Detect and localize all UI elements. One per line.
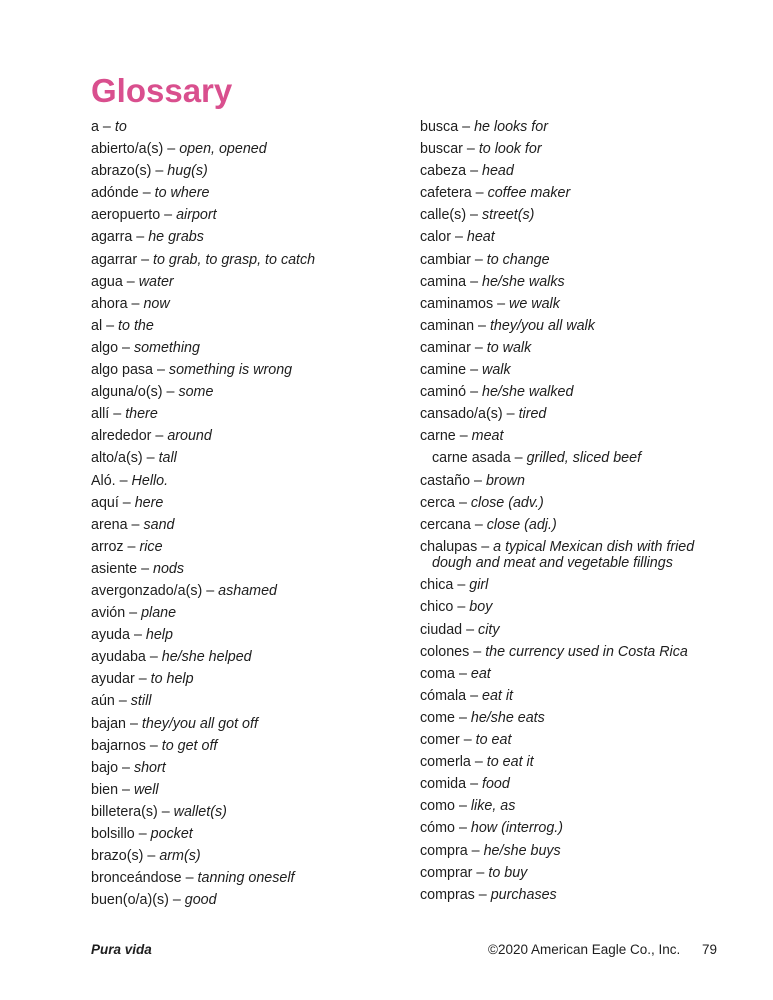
glossary-separator: – [129, 627, 146, 644]
glossary-definition: walk [482, 362, 511, 379]
glossary-entry [91, 760, 406, 777]
glossary-entry [91, 583, 406, 600]
glossary-separator: – [162, 384, 179, 401]
glossary-entry [420, 340, 720, 357]
glossary-separator: – [98, 119, 115, 135]
glossary-entry [420, 688, 720, 705]
glossary-separator: – [118, 494, 135, 511]
glossary-definition: to eat it [486, 754, 534, 771]
glossary-entry [91, 738, 406, 755]
glossary-separator: – [466, 362, 482, 379]
glossary-entry [420, 207, 720, 224]
glossary-term: camine [420, 362, 467, 379]
glossary-term: bronceándose [91, 870, 182, 887]
glossary-entry [91, 627, 406, 644]
glossary-term: cafetera [420, 185, 472, 202]
glossary-entry [420, 644, 720, 661]
glossary-definition: something [133, 339, 200, 356]
glossary-separator: – [470, 516, 487, 533]
glossary-definition: well [133, 781, 159, 798]
glossary-term: adónde [91, 185, 139, 202]
glossary-separator: – [125, 715, 142, 732]
glossary-separator: – [151, 163, 168, 180]
glossary-separator: – [122, 273, 139, 290]
glossary-separator: – [470, 754, 487, 771]
glossary-entry [420, 843, 720, 860]
glossary-term: aquí [91, 494, 119, 511]
glossary-entry [420, 887, 720, 904]
glossary-definition: wallet(s) [173, 803, 227, 820]
glossary-term: compra [420, 842, 468, 859]
glossary-entry [420, 252, 720, 269]
glossary-definition: a typical Mexican dish with fried [493, 538, 695, 555]
glossary-entry [91, 473, 406, 490]
glossary-entry [91, 141, 406, 158]
glossary-separator: – [145, 737, 162, 754]
glossary-entry [420, 666, 720, 683]
glossary-term: busca [420, 119, 459, 135]
glossary-term: compras [420, 886, 475, 903]
glossary-separator: – [471, 185, 488, 202]
glossary-term: brazo(s) [91, 848, 144, 865]
glossary-definition: to the [118, 317, 154, 334]
glossary-term: algo pasa [91, 362, 154, 379]
glossary-entry [91, 252, 406, 269]
glossary-entry [420, 229, 720, 246]
glossary-separator: – [477, 538, 494, 555]
glossary-term: carne [420, 428, 456, 445]
glossary-term: calor [420, 229, 451, 246]
glossary-entry [91, 782, 406, 799]
glossary-definition: food [482, 776, 510, 793]
glossary-definition: nods [153, 560, 185, 577]
glossary-term: allí [91, 406, 110, 423]
glossary-definition: airport [176, 207, 217, 224]
glossary-entry [420, 473, 720, 490]
glossary-separator: – [160, 207, 177, 224]
glossary-term: arena [91, 516, 128, 533]
glossary-separator: – [151, 428, 168, 445]
glossary-separator: – [466, 384, 482, 401]
glossary-separator: – [454, 665, 471, 682]
glossary-term: avergonzado/a(s) [91, 582, 203, 599]
glossary-entry [91, 428, 406, 445]
glossary-term: asiente [91, 560, 138, 577]
glossary-definition: to grab, to grasp, to catch [153, 251, 316, 268]
glossary-term: avión [91, 605, 126, 622]
glossary-term: aeropuerto [91, 207, 161, 224]
glossary-definition: the currency used in Costa Rica [485, 643, 688, 660]
glossary-separator: – [454, 820, 471, 837]
glossary-definition: city [478, 621, 500, 638]
glossary-term: cómala [420, 687, 467, 704]
glossary-separator: – [462, 141, 479, 158]
glossary-definition: sand [143, 516, 175, 533]
glossary-definition: to get off [161, 737, 218, 754]
glossary-definition: close (adj.) [486, 516, 557, 533]
glossary-definition: he/she buys [483, 842, 561, 859]
glossary-definition: eat [470, 665, 491, 682]
glossary-entry [91, 318, 406, 335]
glossary-definition: open, opened [179, 141, 267, 158]
glossary-term: cansado/a(s) [420, 406, 503, 423]
glossary-definition: he/she walked [482, 384, 574, 401]
glossary-term: bajo [91, 759, 119, 776]
glossary-term: ayuda [91, 627, 130, 644]
glossary-definition: Hello. [131, 472, 169, 489]
glossary-definition: some [178, 384, 214, 401]
glossary-definition: he/she helped [161, 649, 252, 666]
glossary-entry [91, 649, 406, 666]
glossary-term: calle(s) [420, 207, 467, 224]
glossary-separator: – [137, 251, 153, 268]
glossary-term: comer [420, 732, 460, 749]
glossary-term: agarra [91, 229, 133, 246]
glossary-entry [91, 362, 406, 379]
glossary-definition: there [125, 406, 158, 423]
glossary-separator: – [467, 842, 484, 859]
glossary-separator: – [474, 886, 491, 903]
glossary-term: caminar [420, 339, 471, 356]
glossary-entry [420, 754, 720, 771]
glossary-separator: – [458, 119, 475, 135]
glossary-term: colones [420, 643, 470, 660]
glossary-entry [420, 710, 720, 727]
glossary-term: cercana [420, 516, 471, 533]
glossary-separator: – [114, 693, 131, 710]
glossary-definition: ashamed [218, 582, 277, 599]
glossary-term: chico [420, 599, 454, 616]
glossary-separator: – [145, 649, 162, 666]
glossary-definition: to eat [475, 732, 512, 749]
footer-book-title: Pura vida [91, 942, 152, 957]
glossary-entry [420, 539, 720, 572]
glossary-definition: boy [469, 599, 493, 616]
glossary-term: alrededor [91, 428, 152, 445]
glossary-term: ayudar [91, 671, 135, 688]
glossary-entry [420, 820, 720, 837]
glossary-definition: short [133, 759, 166, 776]
glossary-entry [91, 384, 406, 401]
glossary-term: ciudad [420, 621, 463, 638]
glossary-separator: – [115, 472, 132, 489]
glossary-definition: grilled, sliced beef [526, 450, 642, 467]
glossary-term: buscar [420, 141, 463, 158]
glossary-separator: – [466, 273, 482, 290]
glossary-separator: – [132, 229, 149, 246]
glossary-term: chica [420, 577, 454, 594]
glossary-separator: – [493, 295, 510, 312]
glossary-separator: – [157, 803, 174, 820]
glossary-separator: – [102, 317, 119, 334]
glossary-entry [91, 716, 406, 733]
glossary-separator: – [163, 141, 180, 158]
glossary-term: ayudaba [91, 649, 146, 666]
glossary-separator: – [109, 406, 126, 423]
glossary-term: come [420, 709, 455, 726]
glossary-separator: – [127, 295, 144, 312]
glossary-definition: like, as [470, 798, 516, 815]
glossary-entry [91, 826, 406, 843]
glossary-separator: – [502, 406, 519, 423]
glossary-separator: – [134, 671, 151, 688]
glossary-separator: – [470, 251, 487, 268]
glossary-entry [420, 517, 720, 534]
glossary-term: agua [91, 273, 123, 290]
glossary-term: al [91, 317, 103, 334]
glossary-entry [420, 185, 720, 202]
glossary-definition: tanning oneself [197, 870, 295, 887]
glossary-definition: still [130, 693, 152, 710]
glossary-separator: – [118, 339, 134, 356]
glossary-definition: tired [518, 406, 547, 423]
glossary-separator: – [118, 759, 134, 776]
glossary-separator: – [118, 781, 134, 798]
glossary-column-left [91, 119, 406, 914]
glossary-term: cómo [420, 820, 455, 837]
glossary-entry [420, 622, 720, 639]
glossary-entry [91, 296, 406, 313]
glossary-term: abierto/a(s) [91, 141, 164, 158]
glossary-definition: they/you all got off [141, 715, 258, 732]
glossary-definition: they/you all walk [489, 317, 595, 334]
glossary-definition: head [482, 163, 514, 180]
glossary-term: comerla [420, 754, 471, 771]
glossary-definition: here [134, 494, 164, 511]
glossary-definition: coffee maker [487, 185, 571, 202]
glossary-separator: – [202, 582, 219, 599]
glossary-definition: purchases [490, 886, 557, 903]
glossary-term: coma [420, 665, 455, 682]
glossary-separator: – [459, 732, 476, 749]
glossary-entry [91, 229, 406, 246]
glossary-entry [420, 450, 720, 467]
glossary-separator: – [466, 163, 483, 180]
glossary-term: aún [91, 693, 115, 710]
glossary-term: cambiar [420, 251, 471, 268]
glossary-separator: – [138, 185, 155, 202]
glossary-column-right [420, 119, 720, 909]
glossary-separator: – [454, 709, 471, 726]
glossary-definition: to [114, 119, 127, 135]
glossary-term: caminó [420, 384, 467, 401]
glossary-entry [420, 865, 720, 882]
glossary-separator: – [181, 870, 198, 887]
glossary-term: alto/a(s) [91, 450, 143, 467]
glossary-separator: – [510, 450, 527, 467]
glossary-term: cerca [420, 494, 455, 511]
glossary-entry [91, 561, 406, 578]
glossary-term: abrazo(s) [91, 163, 152, 180]
glossary-term: bolsillo [91, 826, 135, 842]
glossary-term: comprar [420, 864, 473, 881]
glossary-separator: – [455, 428, 472, 445]
glossary-separator: – [127, 516, 144, 533]
glossary-entry [91, 848, 406, 865]
glossary-term: arroz [91, 538, 124, 555]
glossary-definition: eat it [482, 687, 513, 704]
glossary-separator: – [472, 864, 489, 881]
glossary-term: carne asada [432, 450, 511, 467]
glossary-separator: – [466, 687, 482, 704]
glossary-entry [420, 274, 720, 291]
glossary-term: billetera(s) [91, 803, 158, 820]
glossary-definition: he/she walks [482, 273, 565, 290]
glossary-separator: – [125, 605, 142, 622]
glossary-entry [420, 318, 720, 335]
glossary-entry [420, 362, 720, 379]
glossary-definition: he grabs [148, 229, 204, 246]
glossary-entry [420, 577, 720, 594]
glossary-term: comida [420, 776, 467, 793]
glossary-entry [91, 207, 406, 224]
footer-copyright: ©2020 American Eagle Co., Inc. [488, 942, 681, 957]
glossary-entry [91, 163, 406, 180]
glossary-entry [420, 163, 720, 180]
glossary-entry [91, 892, 406, 909]
glossary-separator: – [454, 494, 471, 511]
glossary-entry [420, 141, 720, 158]
glossary-term: camina [420, 273, 467, 290]
glossary-definition: to help [150, 671, 194, 688]
glossary-entry [91, 119, 406, 136]
glossary-definition: arm(s) [159, 848, 201, 865]
glossary-definition: he looks for [474, 119, 548, 135]
glossary-entry [420, 599, 720, 616]
glossary-definition: to look for [478, 141, 542, 158]
glossary-separator: – [470, 339, 487, 356]
glossary-term: cabeza [420, 163, 467, 180]
glossary-definition: to buy [488, 864, 528, 881]
glossary-separator: – [474, 317, 490, 334]
glossary-definition: meat [471, 428, 504, 445]
glossary-definition: street(s) [481, 207, 535, 224]
glossary-entry [91, 450, 406, 467]
glossary-definition-continued: dough and meat and vegetable fillings [432, 555, 673, 572]
glossary-separator: – [466, 207, 482, 224]
glossary-term: algo [91, 339, 119, 356]
glossary-entry [91, 185, 406, 202]
glossary-separator: – [134, 826, 151, 842]
glossary-separator: – [469, 643, 486, 660]
glossary-entry [420, 406, 720, 423]
glossary-separator: – [168, 892, 185, 909]
glossary-term: agarrar [91, 251, 138, 268]
glossary-separator: – [470, 472, 486, 489]
glossary-definition: we walk [509, 295, 560, 312]
glossary-entry [420, 119, 720, 136]
glossary-definition: heat [466, 229, 495, 246]
glossary-definition: he/she eats [470, 709, 545, 726]
glossary-term: como [420, 798, 455, 815]
glossary-entry [91, 406, 406, 423]
glossary-separator: – [143, 848, 160, 865]
glossary-definition: something is wrong [168, 362, 293, 379]
glossary-separator: – [453, 577, 470, 594]
glossary-definition: hug(s) [167, 163, 208, 180]
glossary-definition: now [143, 295, 170, 312]
glossary-separator: – [462, 621, 479, 638]
glossary-entry [420, 384, 720, 401]
glossary-definition: around [167, 428, 212, 445]
glossary-definition: help [145, 627, 173, 644]
glossary-entry [91, 605, 406, 622]
glossary-term: castaño [420, 472, 471, 489]
glossary-separator: – [137, 560, 154, 577]
glossary-term: ahora [91, 295, 128, 312]
glossary-definition: plane [141, 605, 177, 622]
glossary-entry [420, 428, 720, 445]
footer-page-number: 79 [702, 942, 718, 957]
glossary-definition: to change [486, 251, 550, 268]
glossary-term: caminan [420, 317, 475, 334]
glossary-definition: girl [469, 577, 489, 594]
glossary-separator: – [466, 776, 482, 793]
glossary-entry [91, 340, 406, 357]
glossary-definition: to where [154, 185, 210, 202]
glossary-entry [91, 495, 406, 512]
glossary-entry [420, 776, 720, 793]
glossary-definition: rice [139, 538, 163, 555]
glossary-separator: – [453, 599, 470, 616]
glossary-entry [420, 495, 720, 512]
glossary-term: chalupas [420, 538, 478, 555]
glossary-term: alguna/o(s) [91, 384, 163, 401]
glossary-term: Aló. [91, 472, 116, 489]
page-title: Glossary [91, 72, 233, 109]
glossary-term: bien [91, 781, 119, 798]
glossary-entry [420, 296, 720, 313]
glossary-definition: to walk [486, 339, 532, 356]
glossary-separator: – [123, 538, 140, 555]
glossary-definition: tall [158, 450, 177, 467]
glossary-term: caminamos [420, 295, 494, 312]
glossary-entry [91, 870, 406, 887]
glossary-definition: how (interrog.) [470, 820, 564, 837]
glossary-term: a [91, 119, 99, 135]
glossary-entry [91, 693, 406, 710]
glossary-entry [420, 732, 720, 749]
glossary-definition: good [184, 892, 217, 909]
glossary-entry [91, 274, 406, 291]
glossary-term: buen(o/a)(s) [91, 892, 169, 909]
glossary-definition: close (adv.) [470, 494, 544, 511]
glossary-entry [420, 798, 720, 815]
glossary-separator: – [451, 229, 467, 246]
glossary-definition: water [138, 273, 174, 290]
glossary-definition: brown [485, 472, 525, 489]
glossary-separator: – [454, 798, 471, 815]
glossary-entry [91, 671, 406, 688]
glossary-separator: – [153, 362, 169, 379]
glossary-separator: – [142, 450, 159, 467]
glossary-entry [91, 517, 406, 534]
glossary-definition: pocket [150, 826, 193, 842]
glossary-entry [91, 804, 406, 821]
glossary-entry [91, 539, 406, 556]
glossary-term: bajarnos [91, 737, 146, 754]
glossary-term: bajan [91, 715, 126, 732]
